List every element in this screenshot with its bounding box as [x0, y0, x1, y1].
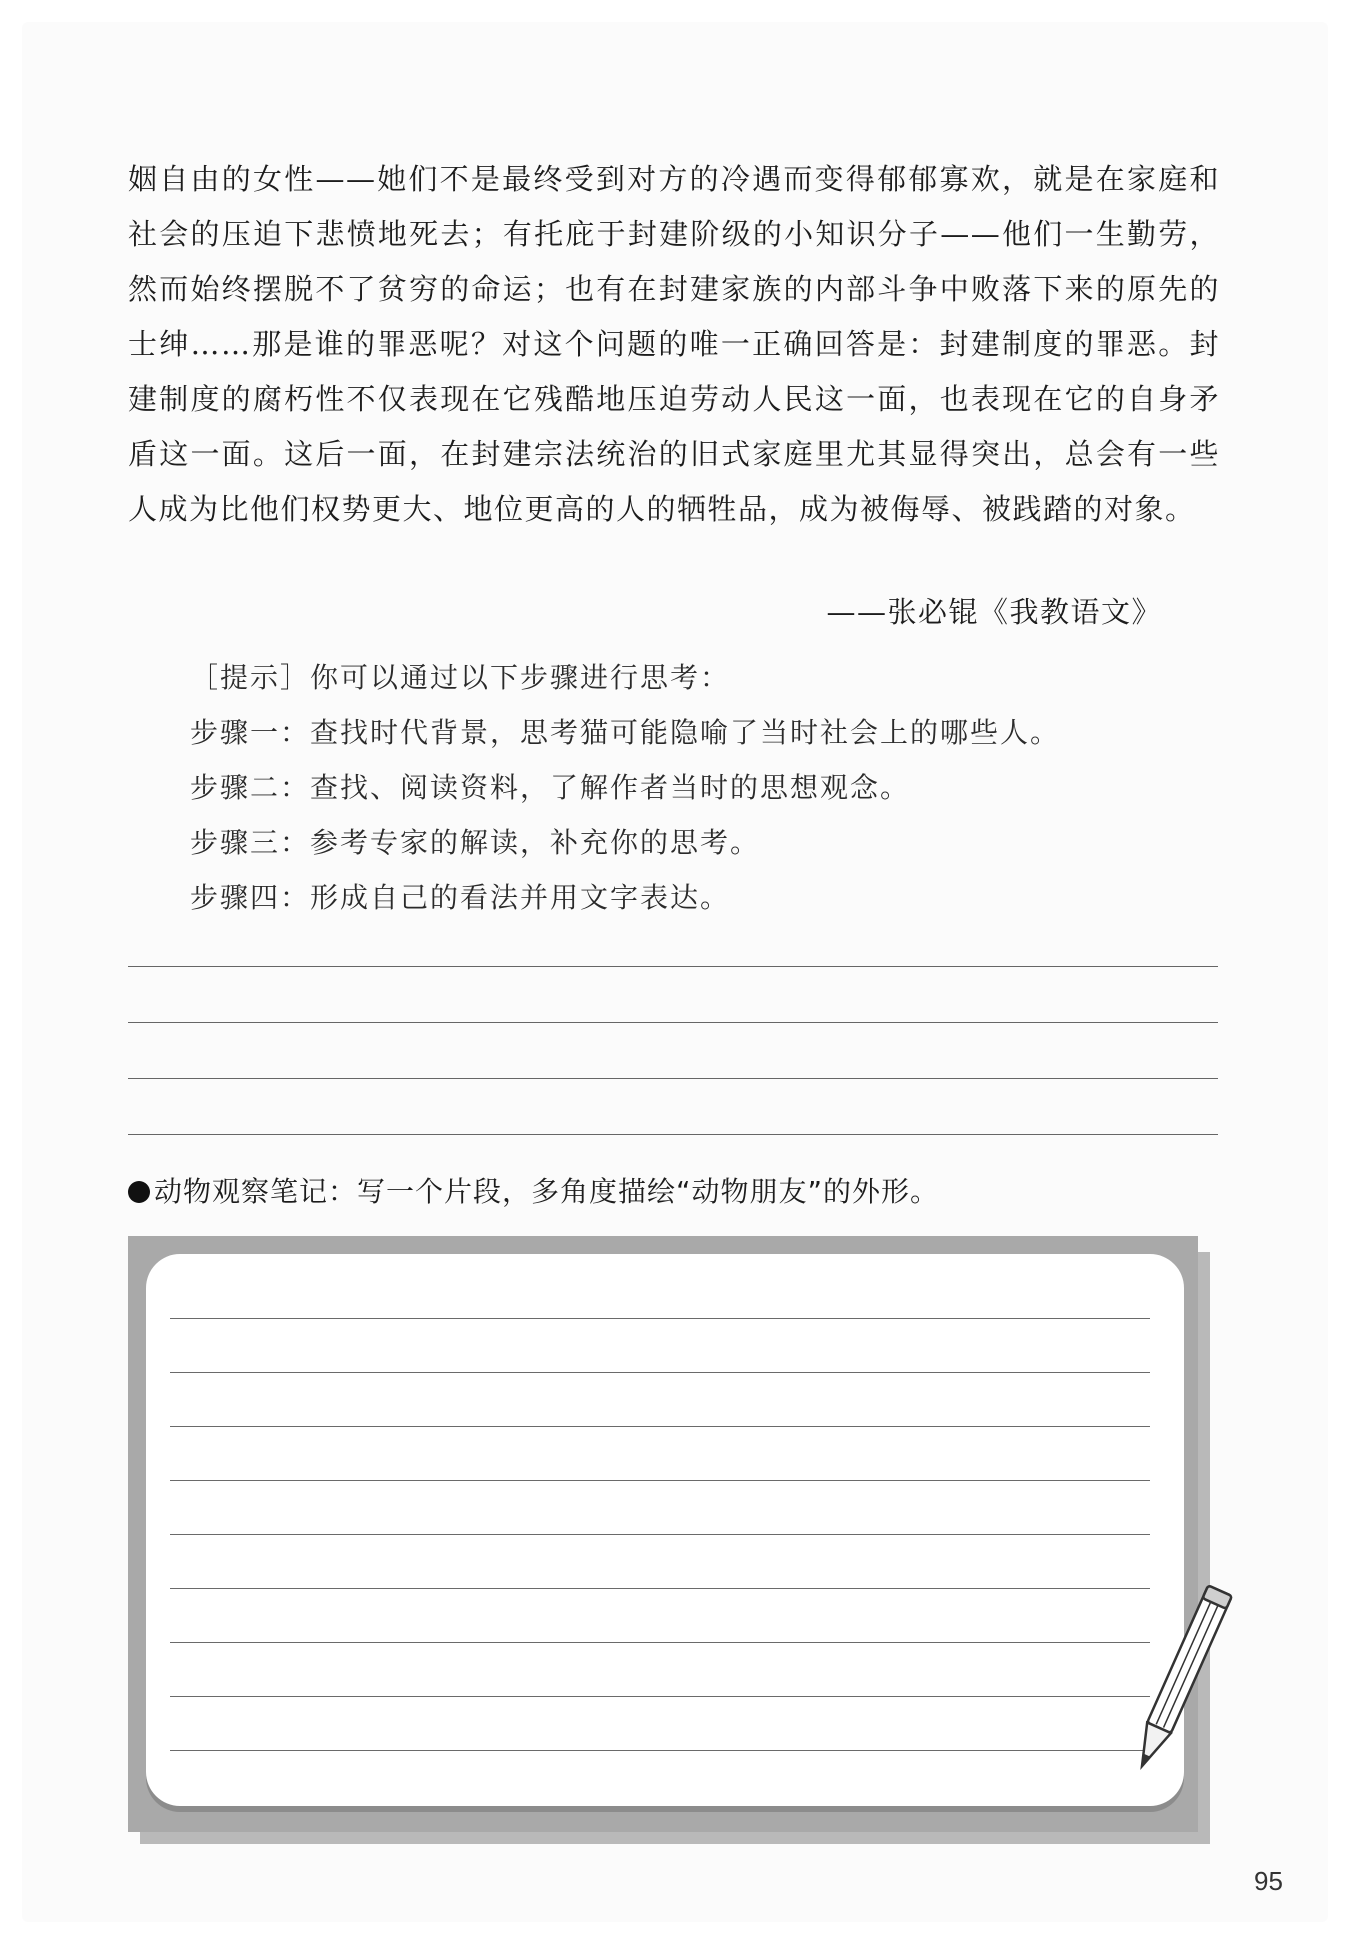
quote-source: ——张必锟《我教语文》: [826, 595, 1162, 629]
hint-step-2: 步骤二：查找、阅读资料，了解作者当时的思想观念。: [190, 771, 911, 804]
hint-intro: ［提示］你可以通过以下步骤进行思考：: [190, 661, 731, 694]
note-line-5[interactable]: [170, 1534, 1150, 1535]
note-line-8[interactable]: [170, 1696, 1150, 1697]
quote-paragraph: 姻自由的女性——她们不是最终受到对方的冷遇而变得郁郁寡欢，就是在家庭和社会的压迫下悲愤地死去；有托庇于封建阶级的小知识分子——他们一生勤劳，然而始终摆脱不了贫穷的命运；也有在封建家族的内部斗争中败落下来的原先的士绅……那是谁的罪恶呢？对这个问题的唯一正确回答是：封建制度的罪恶。封建制度的腐朽性不仅表现在它残酷地压迫劳动人民这一面，也表现在它的自身矛盾这一面。这后一面，在封建宗法统治的旧式家庭里尤其显得突出，总会有一些人成为比他们权势更大、地位更高的人的牺牲品，成为被侮辱、被践踏的对象。: [128, 162, 1220, 526]
bullet-icon: [128, 1181, 150, 1203]
hint-step-3: 步骤三：参考专家的解读，补充你的思考。: [190, 826, 761, 859]
hint-step-1: 步骤一：查找时代背景，思考猫可能隐喻了当时社会上的哪些人。: [190, 716, 1061, 749]
hint-step-4: 步骤四：形成自己的看法并用文字表达。: [190, 881, 731, 914]
page-number: 95: [1254, 1866, 1283, 1896]
note-line-6[interactable]: [170, 1588, 1150, 1589]
note-line-7[interactable]: [170, 1642, 1150, 1643]
quote-passage: [128, 152, 1220, 537]
note-line-2[interactable]: [170, 1372, 1150, 1373]
answer-line-4[interactable]: [128, 1134, 1218, 1135]
pencil-icon: [1124, 1578, 1234, 1788]
answer-line-1[interactable]: [128, 966, 1218, 967]
task-text: 动物观察笔记：写一个片段，多角度描绘“动物朋友”的外形。: [154, 1175, 940, 1208]
note-line-3[interactable]: [170, 1426, 1150, 1427]
answer-line-3[interactable]: [128, 1078, 1218, 1079]
note-line-9[interactable]: [170, 1750, 1150, 1751]
task-heading: [128, 1170, 939, 1210]
note-line-4[interactable]: [170, 1480, 1150, 1481]
note-card[interactable]: [146, 1254, 1184, 1806]
hint-block: [190, 650, 1060, 925]
note-line-1[interactable]: [170, 1318, 1150, 1319]
answer-line-2[interactable]: [128, 1022, 1218, 1023]
